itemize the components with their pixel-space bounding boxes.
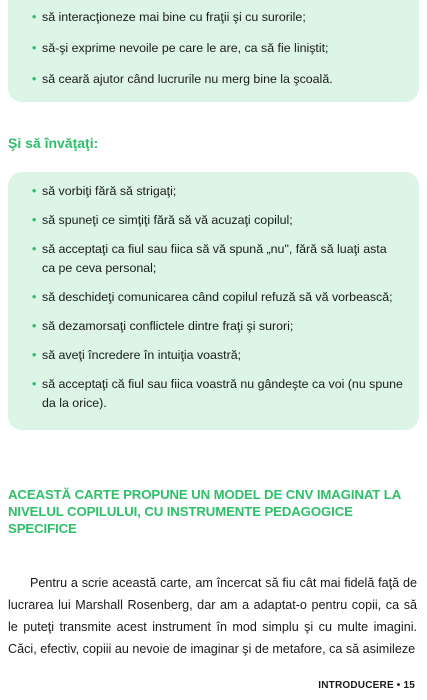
list-item-text: să-şi exprime nevoile pe care le are, ca să fie liniştit; — [42, 41, 329, 55]
list-item — [32, 211, 403, 230]
list-item — [32, 8, 403, 27]
learn-bullet-list — [8, 172, 419, 413]
section-title: ACEASTĂ CARTE PROPUNE UN MODEL DE CNV IMAGINAT LA NIVELUL COPILULUI, CU INSTRUMENTE PEDAGOGICE SPECIFICE — [8, 487, 401, 536]
bullet-icon: • — [32, 377, 37, 391]
learn-bullet-box — [8, 172, 419, 430]
bullet-icon: • — [32, 41, 37, 55]
list-item — [32, 182, 403, 201]
bullet-icon: • — [32, 72, 37, 86]
list-item-text: să aveţi încredere în intuiţia voastră; — [42, 348, 242, 362]
bullet-icon: • — [32, 319, 37, 333]
list-item-text: să dezamorsaţi conflictele dintre fraţi şi surori; — [42, 319, 294, 333]
list-item — [32, 317, 403, 336]
bullet-icon: • — [32, 242, 37, 256]
list-item — [32, 346, 403, 365]
top-bullet-box — [8, 0, 419, 102]
list-item-text: să acceptaţi că fiul sau fiica voastră nu gândeşte ca voi (nu spune da la orice). — [42, 377, 403, 410]
list-item — [32, 375, 403, 413]
page-footer: INTRODUCERE • 15 — [318, 680, 415, 691]
list-item-text: să vorbiţi fără să strigaţi; — [42, 184, 177, 198]
list-item — [32, 70, 403, 89]
list-item — [32, 39, 403, 58]
list-item-text: să deschideţi comunicarea când copilul refuză să vă vorbească; — [42, 290, 393, 304]
list-item-text: să spuneţi ce simţiţi fără să vă acuzaţi copilul; — [42, 213, 293, 227]
list-item-text: să ceară ajutor când lucrurile nu merg bine la şcoală. — [42, 72, 333, 86]
list-item-text: să interacţioneze mai bine cu fraţii şi cu surorile; — [42, 10, 306, 24]
list-item — [32, 288, 403, 307]
subheading: Şi să învăţaţi: — [8, 135, 99, 151]
bullet-icon: • — [32, 348, 37, 362]
bullet-icon: • — [32, 184, 37, 198]
top-bullet-list — [8, 0, 419, 89]
bullet-icon: • — [32, 290, 37, 304]
bullet-icon: • — [32, 213, 37, 227]
list-item — [32, 240, 403, 278]
bullet-icon: • — [32, 10, 37, 24]
list-item-text: să acceptaţi ca fiul sau fiica să vă spună „nu", fără să luaţi asta ca pe ceva personal; — [42, 242, 387, 275]
body-paragraph: Pentru a scrie această carte, am încercat să fiu cât mai fidelă faţă de lucrarea lui Marshall Rosenberg, dar am a adaptat-o pentru copii, ca să le puteţi transmite acest instrument în mod simplu şi cu multe imagini. Căci, efectiv, copiii au nevoie de imaginar şi de metafore, ca să asimileze — [8, 576, 417, 656]
